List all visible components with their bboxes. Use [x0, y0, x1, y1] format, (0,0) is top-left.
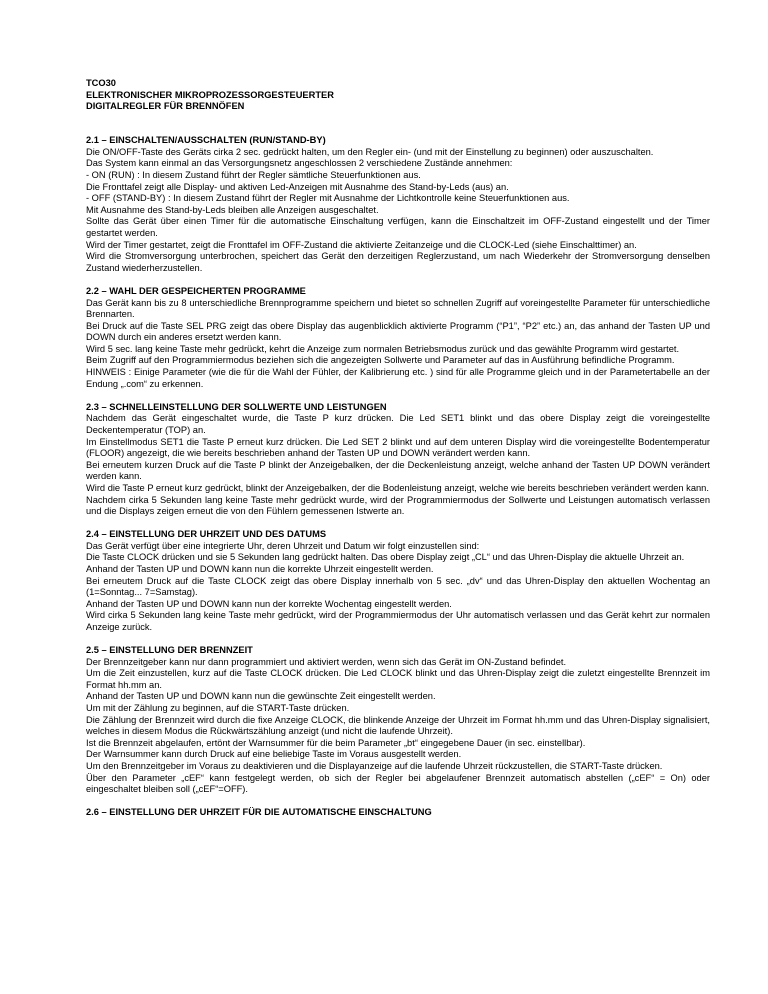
paragraph: Anhand der Tasten UP und DOWN kann nun die korrekte Uhrzeit eingestellt werden.	[86, 563, 434, 574]
paragraph: Um den Brennzeitgeber im Voraus zu deaktivieren und die Displayanzeige auf die laufende Uhrzeit rückzustellen, die START-Taste drücken.	[86, 760, 663, 771]
paragraph: Über den Parameter „cEF“ kann festgelegt werden, ob sich der Regler bei abgelaufener Brennzeit automatisch abstellen („cEF“ = On) oder eingeschaltet bleiben soll („cEF“=OFF).	[86, 772, 710, 795]
paragraph: Bei Druck auf die Taste SEL PRG zeigt das obere Display das augenblicklich aktivierte Programm (“P1”, “P2” etc.) an, das anhand der Tasten UP und DOWN durch ein anderes ersetzt werden kann.	[86, 320, 710, 343]
paragraph: Im Einstellmodus SET1 die Taste P erneut kurz drücken. Die Led SET 2 blinkt und auf dem unteren Display wird die voreingestellte Bodentemperatur (FLOOR) angezeigt, die wie bereits beschrieben anhand der Tasten UP und DOWN verändert werden kann.	[86, 436, 710, 459]
paragraph: Anhand der Tasten UP und DOWN kann nun die gewünschte Zeit eingestellt werden.	[86, 691, 436, 702]
title-line-1: TCO30	[86, 78, 116, 88]
paragraph: Wird cirka 5 Sekunden lang keine Taste mehr gedrückt, wird der Programmiermodus der Uhr automatisch verlassen und das Gerät kehrt zur normalen Anzeige zurück.	[86, 610, 710, 632]
paragraph: Die Taste CLOCK drücken und sie 5 Sekunden lang gedrückt halten. Das obere Display zeigt „CL“ und das Uhren-Display die aktuelle Uhrzeit an.	[86, 552, 685, 563]
section-heading: 2.2 – WAHL DER GESPEICHERTEN PROGRAMME	[86, 285, 306, 296]
paragraph: Der Warnsummer kann durch Druck auf eine beliebige Taste im Voraus ausgestellt werden.	[86, 749, 462, 760]
paragraph: Das Gerät verfügt über eine integrierte Uhr, deren Uhrzeit und Datum wir folgt einzustellen sind:	[86, 540, 480, 551]
paragraph: Bei erneutem Druck auf die Taste CLOCK zeigt das obere Display innerhalb von 5 sec. „dv“ und das Uhren-Display den aktuellen Wochentag an (1=Sonntag... 7=Samstag).	[86, 575, 710, 598]
paragraph: Ist die Brennzeit abgelaufen, ertönt der Warnsummer für die beim Parameter „bt“ eingegebene Dauer (in sec. einstellbar).	[86, 737, 586, 748]
document-title	[86, 78, 710, 113]
paragraph: Um die Zeit einzustellen, kurz auf die Taste CLOCK drücken. Die Led CLOCK blinkt und das Uhren-Display zeigt die zuletzt eingestellte Brennzeit im Format hh.mm an.	[86, 668, 710, 690]
section-2-1	[86, 135, 710, 274]
paragraph: Um mit der Zählung zu beginnen, auf die START-Taste drücken.	[86, 703, 350, 713]
paragraph: Sollte das Gerät über einen Timer für die automatische Einschaltung verfügen, kann die Einschaltzeit im OFF-Zustand eingestellt und der Timer gestartet werden.	[86, 216, 710, 239]
section-heading: 2.1 – EINSCHALTEN/AUSSCHALTEN (RUN/STAND-BY)	[86, 135, 326, 146]
paragraph: Das Gerät kann bis zu 8 unterschiedliche Brennprogramme speichern und bietet so schnellen Zugriff auf voreingestellte Parameter für unterschiedliche Brennarten.	[86, 297, 710, 320]
section-heading: 2.6 – EINSTELLUNG DER UHRZEIT FÜR DIE AUTOMATISCHE EINSCHALTUNG	[86, 807, 432, 818]
section-2-6	[86, 807, 710, 819]
section-heading: 2.5 – EINSTELLUNG DER BRENNZEIT	[86, 645, 253, 656]
section-2-4	[86, 529, 710, 633]
paragraph: Nachdem cirka 5 Sekunden lang keine Taste mehr gedrückt wurde, wird der Programmiermodus der Sollwerte und Leistungen automatisch verlassen und die Displays zeigen erneut die von den Fühlern gemessenen Istwerte an.	[86, 494, 710, 517]
paragraph: Anhand der Tasten UP und DOWN kann nun der korrekte Wochentag eingestellt werden.	[86, 598, 452, 609]
paragraph: Bei erneutem kurzen Druck auf die Taste P blinkt der Anzeigebalken, der die Deckenleistung anzeigt, welche anhand der Tasten UP DOWN verändert werden kann.	[86, 459, 710, 482]
section-2-2	[86, 286, 710, 390]
paragraph: Wird der Timer gestartet, zeigt die Fronttafel im OFF-Zustand die aktivierte Zeitanzeige und die CLOCK-Led (siehe Einschalttimer) an.	[86, 239, 637, 250]
paragraph: Der Brennzeitgeber kann nur dann programmiert und aktiviert werden, wenn sich das Gerät im ON-Zustand befindet.	[86, 656, 567, 667]
paragraph: Das System kann einmal an das Versorgungsnetz angeschlossen 2 verschiedene Zustände annehmen:	[86, 158, 513, 169]
spacer	[86, 113, 710, 124]
paragraph: Wird die Taste P erneut kurz gedrückt, blinkt der Anzeigebalken, der die Bodenleistung anzeigt, welche wie bereits beschrieben verändert werden kann.	[86, 482, 709, 493]
section-heading: 2.3 – SCHNELLEINSTELLUNG DER SOLLWERTE UND LEISTUNGEN	[86, 401, 387, 412]
paragraph: Wird 5 sec. lang keine Taste mehr gedrückt, kehrt die Anzeige zum normalen Betriebsmodus zurück und das gewählte Programm wird gestartet.	[86, 343, 680, 354]
paragraph: Mit Ausnahme des Stand-by-Leds bleiben alle Anzeigen ausgeschaltet.	[86, 204, 379, 215]
paragraph: Wird die Stromversorgung unterbrochen, speichert das Gerät den derzeitigen Reglerzustand, um nach Wiederkehr der Stromversorgung denselben Zustand wiederherzustellen.	[86, 251, 710, 273]
section-2-5	[86, 645, 710, 796]
title-line-2: ELEKTRONISCHER MIKROPROZESSORGESTEUERTER	[86, 89, 334, 100]
paragraph: Die ON/OFF-Taste des Geräts cirka 2 sec. gedrückt halten, um den Regler ein- (und mit der Einstellung zu beginnen) oder auszuschalten.	[86, 146, 654, 157]
paragraph: Nachdem das Gerät eingeschaltet wurde, die Taste P kurz drücken. Die Led SET1 blinkt und das obere Display zeigt die voreingestellte Deckentemperatur (TOP) an.	[86, 413, 710, 435]
paragraph: Beim Zugriff auf den Programmiermodus beziehen sich die angezeigten Sollwerte und Parameter auf das in Ausführung befindliche Programm.	[86, 355, 675, 366]
paragraph: Die Fronttafel zeigt alle Display- und aktiven Led-Anzeigen mit Ausnahme des Stand-by-Leds (aus) an.	[86, 181, 509, 192]
document-body	[86, 78, 710, 819]
section-2-3	[86, 402, 710, 518]
paragraph: - ON (RUN) : In diesem Zustand führt der Regler sämtliche Steuerfunktionen aus.	[86, 170, 421, 181]
section-heading: 2.4 – EINSTELLUNG DER UHRZEIT UND DES DATUMS	[86, 529, 327, 540]
paragraph: HINWEIS : Einige Parameter (wie die für die Wahl der Fühler, der Kalibrierung etc. ) sind für alle Programme gleich und in der Parametertabelle an der Endung „.com“ zu erkennen.	[86, 367, 710, 389]
title-line-3: DIGITALREGLER FÜR BRENNÖFEN	[86, 101, 245, 112]
paragraph: Die Zählung der Brennzeit wird durch die fixe Anzeige CLOCK, die blinkende Anzeige der Uhrzeit im Format hh.mm und das Uhren-Display signalisiert, welches in diesem Modus die Rückwärtszählung anzeigt (und nicht die laufende Uhrzeit).	[86, 714, 710, 737]
paragraph: - OFF (STAND-BY) : In diesem Zustand führt der Regler mit Ausnahme der Lichtkontrolle keine Steuerfunktionen aus.	[86, 193, 570, 204]
